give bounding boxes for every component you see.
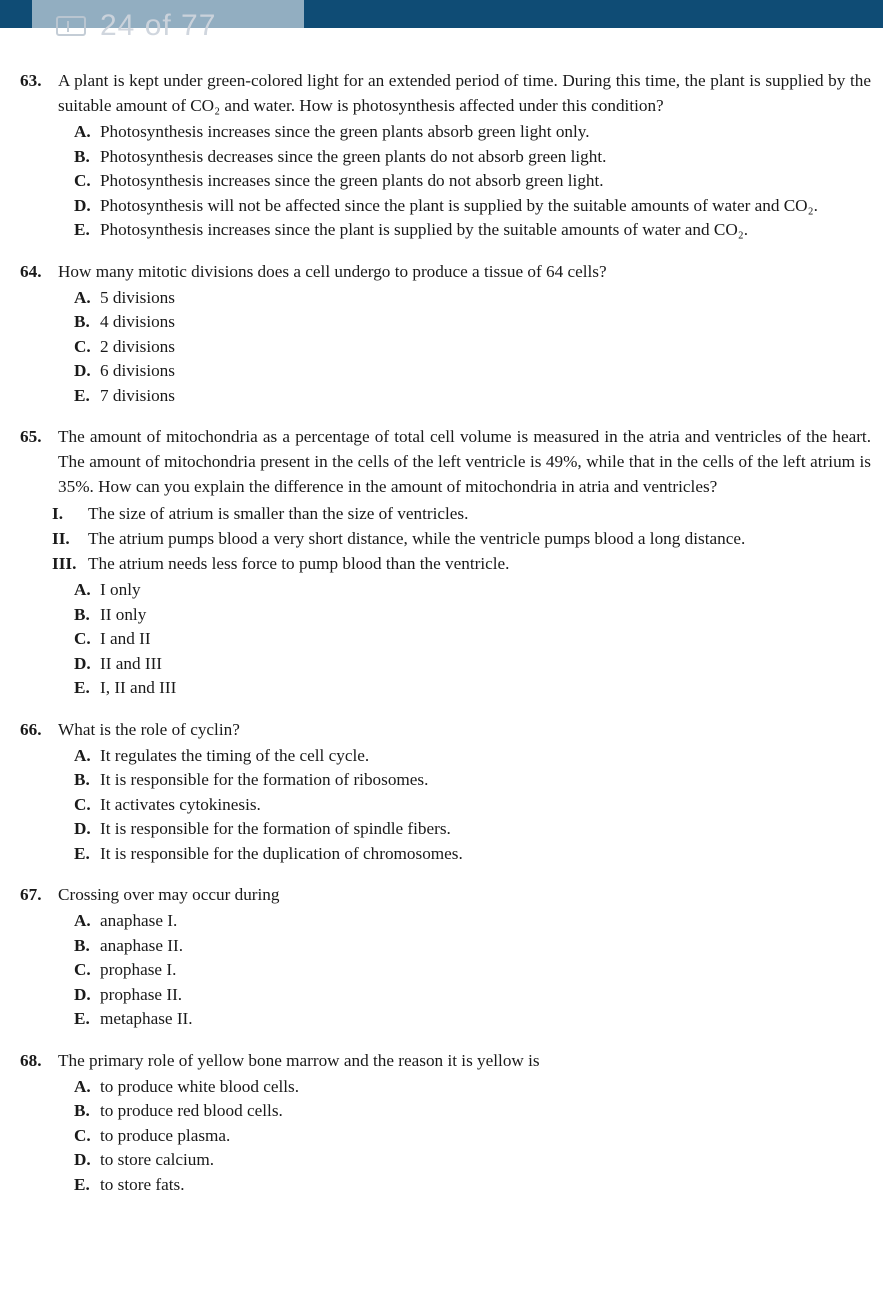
option-letter: C. — [74, 960, 91, 979]
option-letter: E. — [74, 1174, 90, 1194]
option-text: prophase II. — [100, 984, 183, 1004]
answer-options — [0, 909, 883, 1032]
option-letter: E. — [74, 678, 90, 697]
option-letter: D. — [74, 819, 91, 838]
statement-number: III. — [52, 554, 77, 573]
option-c[interactable] — [0, 335, 883, 360]
option-letter: C. — [74, 629, 91, 648]
option-text: to store calcium. — [100, 1150, 215, 1169]
option-e[interactable] — [0, 1173, 883, 1198]
question-stem: The primary role of yellow bone marrow and the reason it is yellow is — [58, 1050, 540, 1070]
option-d[interactable] — [0, 359, 883, 384]
option-letter: B. — [74, 312, 90, 331]
option-d[interactable] — [0, 652, 883, 677]
question-67 — [0, 882, 883, 1032]
option-text: It is responsible for the formation of spindle fibers. — [100, 819, 451, 838]
option-letter: D. — [74, 195, 91, 215]
option-a[interactable] — [0, 1075, 883, 1100]
option-text: prophase I. — [100, 960, 177, 979]
option-d[interactable] — [0, 194, 883, 219]
statement-text: The atrium needs less force to pump blood than the ventricle. — [88, 554, 510, 573]
option-d[interactable] — [0, 983, 883, 1008]
option-letter: A. — [74, 287, 91, 307]
question-64 — [0, 259, 883, 409]
question-63 — [0, 68, 883, 243]
question-stem: The amount of mitochondria as a percentage of total cell volume is measured in the atria and ventricles of the heart. The amount of mitochondria present in the cells of the left ventricle is 49%, while that in the cells of the left atrium is 35%. How can you explain the difference in the amount of mitochondria in atria and ventricles? — [58, 427, 871, 496]
option-text: Photosynthesis increases since the plant is supplied by the suitable amounts of water and CO₂. — [100, 220, 749, 239]
option-letter: C. — [74, 336, 91, 356]
statement-list — [0, 501, 883, 576]
option-e[interactable] — [0, 384, 883, 409]
option-text: It regulates the timing of the cell cycle. — [100, 745, 370, 765]
option-b[interactable] — [0, 603, 883, 628]
option-text: It activates cytokinesis. — [100, 794, 261, 814]
question-65 — [0, 424, 883, 701]
option-text: to produce white blood cells. — [100, 1076, 300, 1096]
option-a[interactable] — [0, 578, 883, 603]
question-number: 68. — [20, 1050, 42, 1070]
statement-i — [0, 501, 883, 526]
option-text: I, II and III — [100, 678, 177, 697]
question-list — [0, 68, 883, 1213]
option-text: 7 divisions — [100, 385, 175, 405]
option-letter: E. — [74, 220, 90, 239]
option-text: 6 divisions — [100, 361, 175, 380]
question-number: 67. — [20, 885, 42, 904]
option-b[interactable] — [0, 934, 883, 959]
option-c[interactable] — [0, 793, 883, 818]
question-stem: Crossing over may occur during — [58, 885, 280, 904]
option-letter: D. — [74, 653, 91, 673]
option-letter: C. — [74, 794, 91, 814]
option-letter: C. — [74, 171, 91, 190]
option-letter: E. — [74, 843, 90, 863]
option-text: to store fats. — [100, 1174, 185, 1194]
option-letter: A. — [74, 122, 91, 141]
option-text: Photosynthesis will not be affected since the plant is supplied by the suitable amounts of water and CO₂. — [100, 195, 818, 215]
statement-number: II. — [52, 529, 70, 548]
option-c[interactable] — [0, 169, 883, 194]
statement-iii — [0, 551, 883, 576]
question-number: 65. — [20, 427, 42, 446]
question-stem: A plant is kept under green-colored light for an extended period of time. During this time, the plant is supplied by the suitable amount of CO₂ and water. How is photosynthesis affected under this condition? — [58, 71, 871, 115]
option-letter: B. — [74, 1101, 90, 1120]
option-text: Photosynthesis decreases since the green plants do not absorb green light. — [100, 146, 607, 166]
option-text: to produce plasma. — [100, 1125, 231, 1145]
page-counter: 24 of 77 — [100, 9, 217, 42]
question-number: 66. — [20, 719, 42, 739]
option-letter: A. — [74, 911, 91, 930]
option-a[interactable] — [0, 286, 883, 311]
option-text: I and II — [100, 629, 151, 648]
answer-options — [0, 1075, 883, 1198]
question-number: 64. — [20, 261, 42, 281]
option-text: II and III — [100, 653, 163, 673]
option-letter: D. — [74, 1150, 91, 1169]
option-letter: E. — [74, 385, 90, 405]
option-a[interactable] — [0, 744, 883, 769]
option-text: 2 divisions — [100, 336, 175, 356]
option-letter: B. — [74, 604, 90, 624]
option-letter: B. — [74, 770, 90, 789]
option-e[interactable] — [0, 676, 883, 701]
answer-options — [0, 578, 883, 701]
question-68 — [0, 1048, 883, 1198]
option-letter: C. — [74, 1125, 91, 1145]
option-c[interactable] — [0, 627, 883, 652]
option-text: 5 divisions — [100, 287, 175, 307]
option-b[interactable] — [0, 145, 883, 170]
option-a[interactable] — [0, 909, 883, 934]
statement-ii — [0, 526, 883, 551]
option-text: I only — [100, 580, 141, 599]
option-e[interactable] — [0, 842, 883, 867]
question-stem: How many mitotic divisions does a cell undergo to produce a tissue of 64 cells? — [58, 261, 607, 281]
answer-options — [0, 286, 883, 409]
option-d[interactable] — [0, 1148, 883, 1173]
answer-options — [0, 120, 883, 243]
option-e[interactable] — [0, 1007, 883, 1032]
option-e[interactable] — [0, 218, 883, 243]
option-a[interactable] — [0, 120, 883, 145]
option-letter: D. — [74, 984, 91, 1004]
question-stem: What is the role of cyclin? — [58, 719, 240, 739]
statement-text: The atrium pumps blood a very short distance, while the ventricle pumps blood a long distance. — [88, 529, 746, 548]
option-text: to produce red blood cells. — [100, 1101, 283, 1120]
answer-options — [0, 744, 883, 867]
option-d[interactable] — [0, 817, 883, 842]
question-66 — [0, 717, 883, 867]
option-c[interactable] — [0, 1124, 883, 1149]
option-text: anaphase I. — [100, 911, 178, 930]
option-b[interactable] — [0, 310, 883, 335]
question-number: 63. — [20, 71, 42, 90]
option-text: It is responsible for the formation of ribosomes. — [100, 770, 429, 789]
option-text: 4 divisions — [100, 312, 175, 331]
option-text: II only — [100, 604, 147, 624]
option-letter: A. — [74, 745, 91, 765]
option-text: metaphase II. — [100, 1009, 193, 1028]
option-letter: A. — [74, 580, 91, 599]
option-text: Photosynthesis increases since the green plants absorb green light only. — [100, 122, 590, 141]
statement-number: I. — [52, 504, 63, 523]
option-text: anaphase II. — [100, 935, 184, 955]
option-letter: B. — [74, 146, 90, 166]
option-letter: D. — [74, 361, 91, 380]
option-text: It is responsible for the duplication of chromosomes. — [100, 843, 463, 863]
page-counter-icon — [56, 16, 86, 36]
page-counter-overlay[interactable] — [32, 0, 304, 52]
statement-text: The size of atrium is smaller than the size of ventricles. — [88, 504, 469, 523]
option-c[interactable] — [0, 958, 883, 983]
option-b[interactable] — [0, 768, 883, 793]
option-letter: B. — [74, 935, 90, 955]
option-text: Photosynthesis increases since the green plants do not absorb green light. — [100, 171, 604, 190]
option-letter: A. — [74, 1076, 91, 1096]
option-b[interactable] — [0, 1099, 883, 1124]
option-letter: E. — [74, 1009, 90, 1028]
